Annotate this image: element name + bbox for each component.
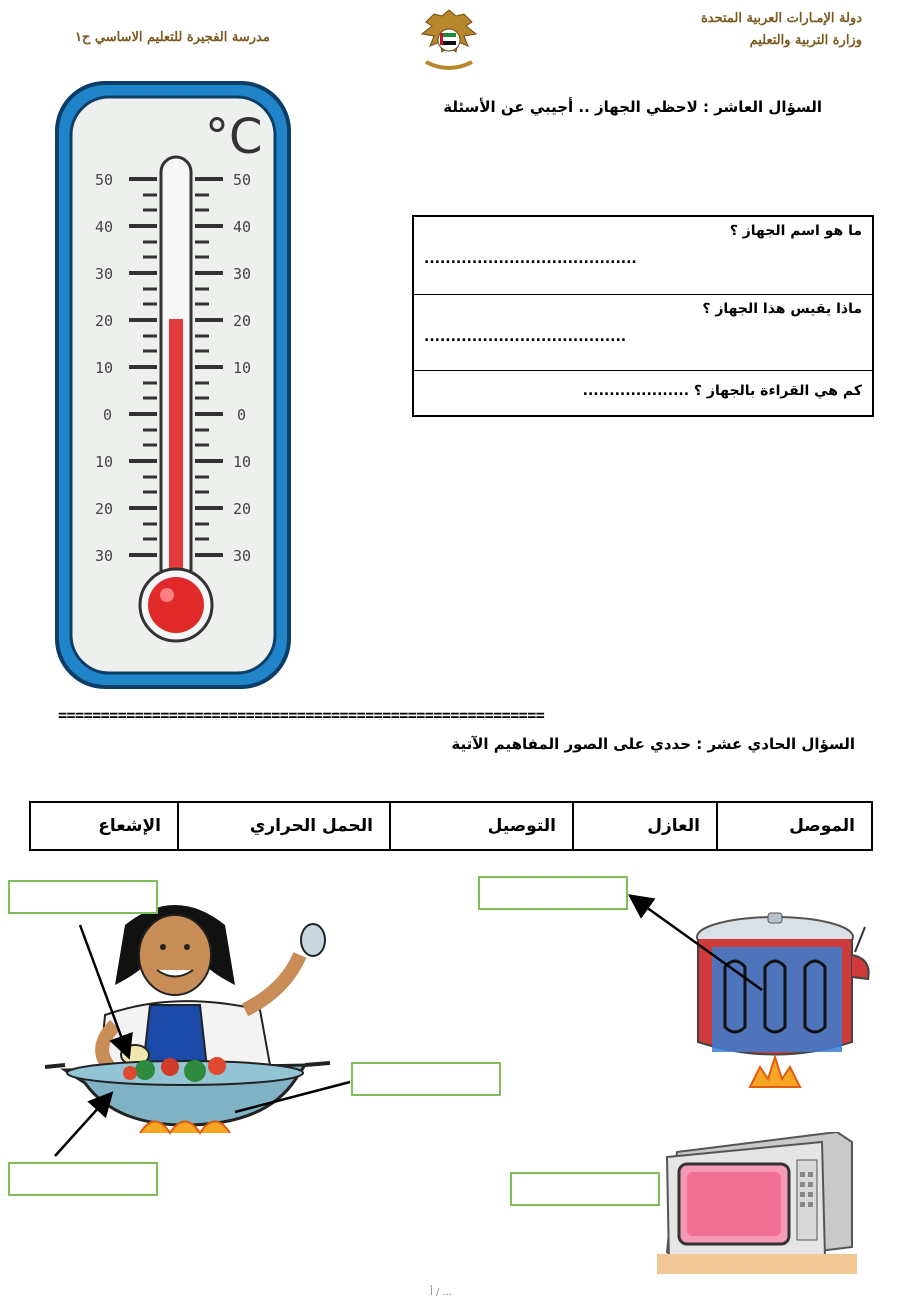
scale-label-right: 20	[233, 500, 252, 518]
question-text: ماذا يقيس هذا الجهاز ؟	[702, 301, 862, 317]
scale-label-right: 40	[233, 218, 252, 236]
scale-label-right: 50	[233, 171, 252, 189]
scale-label-left: 0	[103, 406, 113, 424]
school-name: مدرسة الفجيرة للتعليم الاساسي ح١	[75, 30, 270, 45]
scale-label-left: 50	[95, 171, 114, 189]
term-conductor: الموصل	[716, 803, 871, 849]
scale-label-right: 0	[237, 406, 247, 424]
country-name: دولة الإمـارات العربية المتحدة	[700, 11, 862, 26]
term-conduction: التوصيل	[389, 803, 572, 849]
scale-label-left: 40	[95, 218, 114, 236]
term-insulator: العازل	[572, 803, 716, 849]
scale-label-left: 10	[95, 453, 114, 471]
question-text: كم هي القراءة بالجهاز ؟ ....................	[582, 383, 862, 399]
scale-label-left: 30	[95, 547, 114, 565]
scale-label-left: 20	[95, 500, 114, 518]
scale-label-left: 10	[95, 359, 114, 377]
arrow-pan	[235, 1082, 350, 1112]
scale-label-left: 30	[95, 265, 114, 283]
section-divider: =========================================================	[58, 706, 545, 724]
answer-line[interactable]: ......................................	[424, 329, 627, 345]
scale-label-right: 30	[233, 265, 252, 283]
footer-text: أ / ...	[430, 1287, 453, 1298]
arrow-spoon	[80, 925, 128, 1055]
unit-label: °C	[205, 109, 263, 165]
ministry-name: وزارة التربية والتعليم	[749, 33, 862, 48]
arrow-fire	[55, 1095, 110, 1156]
arrow-pot	[632, 897, 762, 990]
term-radiation: الإشعاع	[98, 816, 161, 836]
scale-label-right: 20	[233, 312, 252, 330]
term-convection: الحمل الحراري	[177, 803, 389, 849]
question-11-title: السؤال الحادي عشر : حددي على الصور المفاهيم الآتية	[451, 735, 855, 753]
scale-label-right: 30	[233, 547, 252, 565]
answer-line[interactable]: ........................................	[424, 251, 637, 267]
question-10-title: السؤال العاشر : لاحظي الجهاز .. أجيبي عن الأسئلة	[443, 98, 822, 116]
scale-label-left: 20	[95, 312, 114, 330]
question-text: ما هو اسم الجهاز ؟	[729, 223, 862, 239]
scale-label-right: 10	[233, 453, 252, 471]
scale-label-right: 10	[233, 359, 252, 377]
